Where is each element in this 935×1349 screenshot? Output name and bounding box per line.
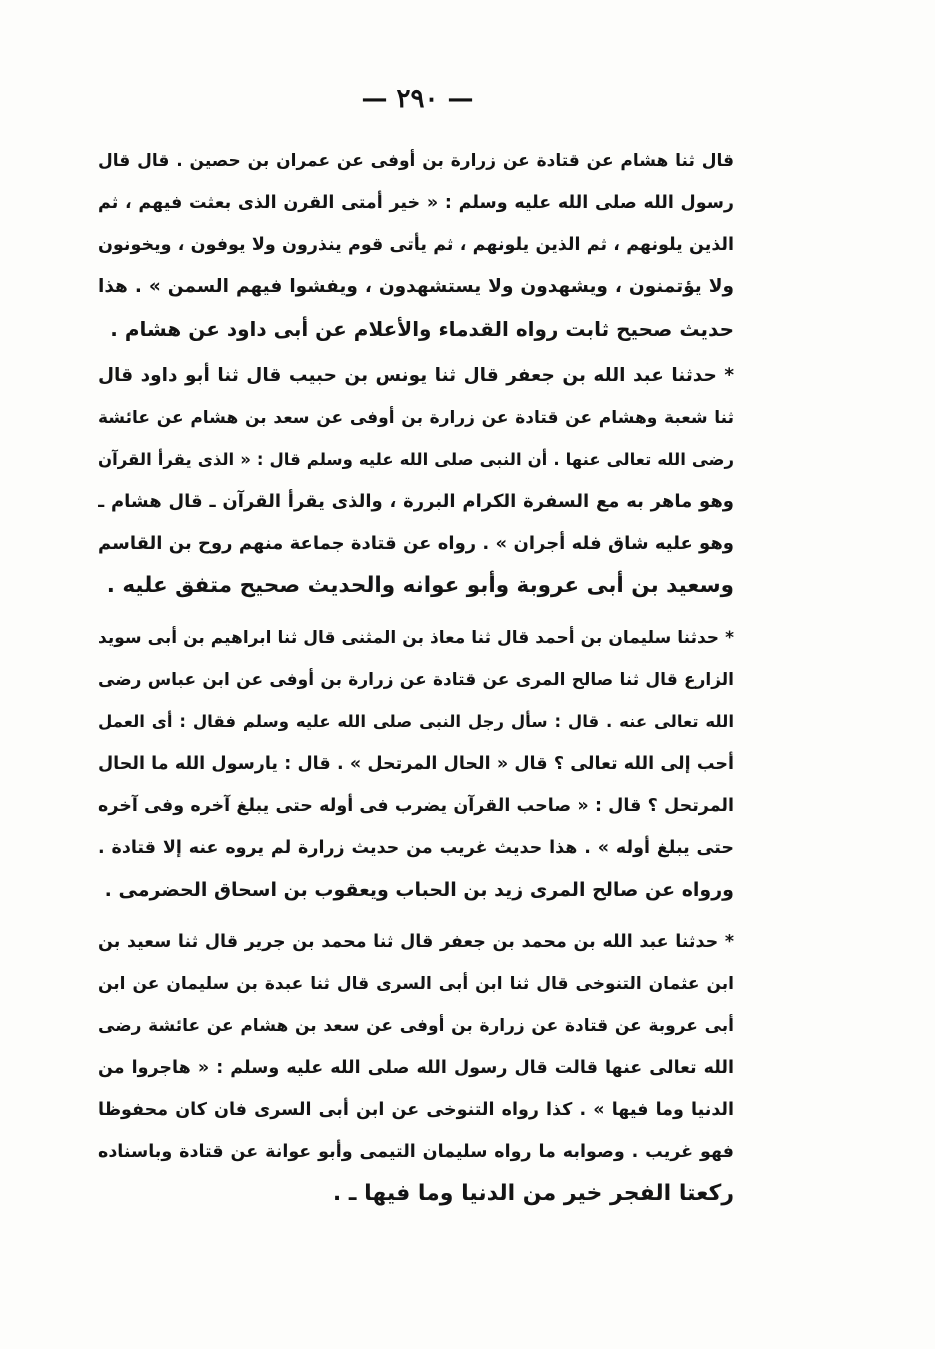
text-line: ركعتا الفجر خير من الدنيا وما فيها ـ . (332, 1181, 734, 1206)
text-line: الزارع قال ثنا صالح المرى عن قتادة عن زرارة بن أوفى عن ابن عباس رضى (98, 670, 734, 690)
paragraph-2 (98, 355, 734, 607)
text-line: ثنا شعبة وهشام عن قتادة عن زرارة بن أوفى عن سعد بن هشام عن عائشة (98, 408, 734, 428)
text-line: الذين يلونهم ، ثم الذين يلونهم ، ثم يأتى قوم ينذرون ولا يوفون ، ويخونون (98, 235, 734, 255)
paragraph-1 (98, 140, 734, 350)
text-line: ولا يؤتمنون ، ويشهدون ولا يستشهدون ، ويفشوا فيهم السمن » . هذا (98, 276, 734, 297)
text-line: أحب إلى الله تعالى ؟ قال « الحال المرتحل » . قال : يارسول الله ما الحال (98, 754, 734, 774)
text-line: حتى يبلغ أوله » . هذا حديث غريب من حديث زرارة لم يروه عنه إلا قتادة . (98, 838, 734, 858)
text-line: وسعيد بن أبى عروبة وأبو عوانه والحديث صحيح متفق عليه . (106, 573, 734, 598)
text-line: الله تعالى عنها قالت قال رسول الله صلى الله عليه وسلم : « هاجروا من (98, 1058, 734, 1078)
text-line: حديث صحيح ثابت رواه القدماء والأعلام عن أبى داود عن هشام . (110, 317, 734, 341)
text-line: * حدثنا سليمان بن أحمد قال ثنا معاذ بن المثنى قال ثنا ابراهيم بن أبى سويد (98, 628, 734, 648)
text-line: ابن عثمان التنوخى قال ثنا ابن أبى السرى قال ثنا عبدة بن سليمان عن ابن (98, 974, 734, 994)
paragraph-4 (98, 921, 734, 1215)
text-line: وهو ماهر به مع السفرة الكرام البررة ، والذى يقرأ القرآن ـ قال هشام ـ (98, 491, 734, 512)
text-line: وهو عليه شاق فله أجران » . رواه عن قتادة جماعة منهم روح بن القاسم (98, 533, 734, 554)
text-line: رضى الله تعالى عنها . أن النبى صلى الله عليه وسلم قال : « الذى يقرأ القرآن (98, 450, 734, 469)
text-line: * حدثنا عبد الله بن جعفر قال ثنا يونس بن حبيب قال ثنا أبو داود قال (98, 365, 734, 386)
text-line: الله تعالى عنه . قال : سأل رجل النبى صلى الله عليه وسلم فقال : أى العمل (98, 712, 734, 731)
text-line: أبى عروبة عن قتادة عن زرارة بن أوفى عن سعد بن هشام عن عائشة رضى (98, 1016, 734, 1036)
paragraph-3 (98, 617, 734, 911)
text-line: المرتحل ؟ قال : « صاحب القرآن يضرب فى أوله حتى يبلغ آخره وفى آخره (98, 796, 734, 816)
text-line: ورواه عن صالح المرى زيد بن الحباب ويعقوب بن اسحاق الحضرمى . (104, 879, 734, 901)
text-line: فهو غريب . وصوابه ما رواه سليمان التيمى وأبو عوانة عن قتادة وباسناده (98, 1142, 734, 1162)
text-line: رسول الله صلى الله عليه وسلم : « خير أمتى القرن الذى بعثت فيهم ، ثم (98, 193, 734, 213)
text-line: قال ثنا هشام عن قتادة عن زرارة بن أوفى عن عمران بن حصين . قال قال (98, 151, 734, 171)
text-line: الدنيا وما فيها » . كذا رواه التنوخى عن ابن أبى السرى فان كان محفوظا (98, 1100, 734, 1120)
page-number: — ٢٩٠ — (361, 84, 474, 114)
text-line: * حدثنا عبد الله بن محمد بن جعفر قال ثنا محمد بن جرير قال ثنا سعيد بن (98, 932, 734, 952)
